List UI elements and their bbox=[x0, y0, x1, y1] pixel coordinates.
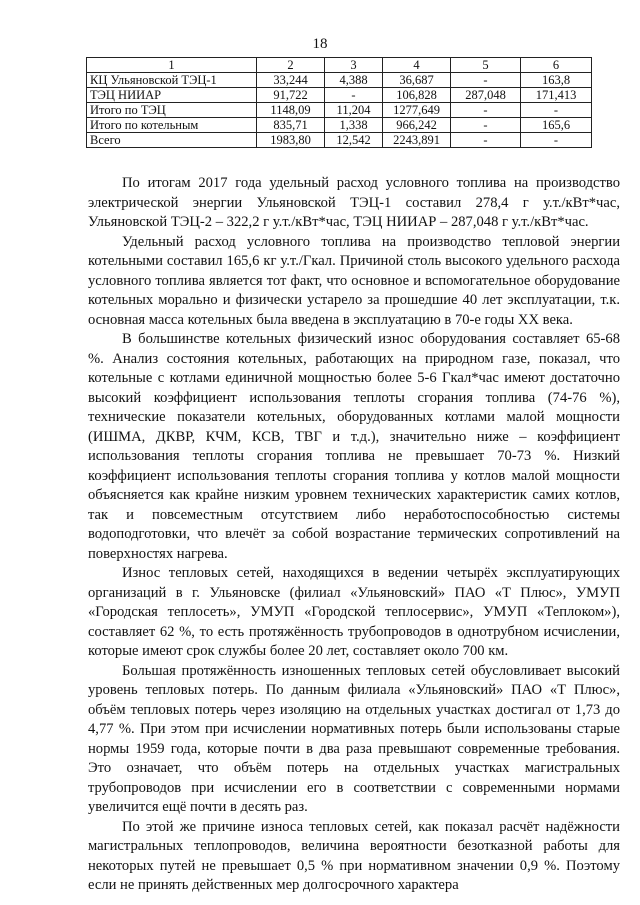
table-header-cell: 6 bbox=[521, 58, 592, 73]
table-header-cell: 2 bbox=[257, 58, 325, 73]
table-cell: 287,048 bbox=[451, 88, 521, 103]
table-row bbox=[87, 103, 592, 118]
table-cell: Итого по котельным bbox=[87, 118, 257, 133]
table-cell: - bbox=[521, 103, 592, 118]
paragraph: Износ тепловых сетей, находящихся в ведении четырёх эксплуатирующих организаций в г. Ульяновске (филиал «Ульяновский» ПАО «Т Плюс», УМУП «Городская теплосеть», УМУП «Городской теплосервис», УМУП «Теплоком»), составляет 62 %, то есть протяжённость трубопроводов в однотрубном исчислении, которые имеют срок службы более 20 лет, составляет около 700 км. bbox=[88, 565, 620, 659]
table-header-cell: 5 bbox=[451, 58, 521, 73]
table-cell: 171,413 bbox=[521, 88, 592, 103]
table-cell: Итого по ТЭЦ bbox=[87, 103, 257, 118]
table-cell: - bbox=[325, 88, 383, 103]
table-cell: 11,204 bbox=[325, 103, 383, 118]
table-cell: 163,8 bbox=[521, 73, 592, 88]
table-cell: - bbox=[451, 118, 521, 133]
table-cell: 966,242 bbox=[383, 118, 451, 133]
table-header-cell: 1 bbox=[87, 58, 257, 73]
fuel-consumption-table bbox=[86, 57, 592, 148]
table-cell: - bbox=[451, 103, 521, 118]
table-cell: 33,244 bbox=[257, 73, 325, 88]
page-number: 18 bbox=[312, 36, 328, 52]
table-row bbox=[87, 133, 592, 148]
table-cell: Всего bbox=[87, 133, 257, 148]
paragraph: В большинстве котельных физический износ оборудования составляет 65-68 %. Анализ состояния котельных, работающих на природном газе, показал, что котельные с котлами единичной мощностью более 5-6 Гкал*час имеют достаточно высокий коэффициент использования теплоты сгорания топлива (74-76 %), технические показатели котельных, оборудованных котлами малой мощности (ИШМА, ДКВР, КЧМ, КСВ, ТВГ и т.д.), значительно ниже – коэффициент использования теплоты сгорания топлива не превышает 70-73 %. Низкий коэффициент использования теплоты сгорания топлива у котлов малой мощности объясняется как крайне низким уровнем технических характеристик самих котлов, так и повсеместным отсутствием либо неработоспособностью системы водоподготовки, что влечёт за собой возрастание термических сопротивлений на поверхностях нагрева. bbox=[88, 331, 620, 562]
table-cell: - bbox=[451, 73, 521, 88]
table-cell: 106,828 bbox=[383, 88, 451, 103]
paragraph: Удельный расход условного топлива на производство тепловой энергии котельными составил 165,6 кг у.т./Гкал. Причиной столь высокого удельного расхода условного топлива является тот факт, что основное и вспомогательное оборудование котельных морально и физически устарело за прошедшие 40 лет эксплуатации, т.к. основная масса котельных была введена в эксплуатацию в 70-е годы XX века. bbox=[88, 233, 620, 328]
table-cell: 835,71 bbox=[257, 118, 325, 133]
paragraph: Большая протяжённость изношенных тепловых сетей обусловливает высокий уровень тепловых потерь. По данным филиала «Ульяновский» ПАО «Т Плюс», объём тепловых потерь через изоляцию на отдельных участках достигал от 1,73 до 4,77 %. При этом при исчислении нормативных потерь были использованы старые нормы 1959 года, которые почти в два раза превышают современные требования. Это означает, что объём потерь на отдельных участках магистральных трубопроводов при исчислении его в соответствии с современными нормами увеличится ещё почти в десять раз. bbox=[88, 662, 620, 815]
table-cell: 1148,09 bbox=[257, 103, 325, 118]
table-cell: 36,687 bbox=[383, 73, 451, 88]
table-cell: 1983,80 bbox=[257, 133, 325, 148]
table-cell: - bbox=[451, 133, 521, 148]
table-row bbox=[87, 118, 592, 133]
table-header-row bbox=[87, 58, 592, 73]
table-cell: 91,722 bbox=[257, 88, 325, 103]
table-cell: 1,338 bbox=[325, 118, 383, 133]
table-cell: 165,6 bbox=[521, 118, 592, 133]
table-cell: 1277,649 bbox=[383, 103, 451, 118]
table-header-cell: 3 bbox=[325, 58, 383, 73]
table-cell: ТЭЦ НИИАР bbox=[87, 88, 257, 103]
table-row bbox=[87, 88, 592, 103]
table-cell: 12,542 bbox=[325, 133, 383, 148]
paragraph: По итогам 2017 года удельный расход условного топлива на производство электрической энергии Ульяновской ТЭЦ-1 составил 278,4 г у.т./кВт*час, Ульяновской ТЭЦ-2 – 322,2 г у.т./кВт*час, ТЭЦ НИИАР – 287,048 г у.т./кВт*час. bbox=[88, 175, 620, 230]
table-cell: 4,388 bbox=[325, 73, 383, 88]
paragraph: По этой же причине износа тепловых сетей, как показал расчёт надёжности магистральных теплопроводов, величина вероятности безотказной работы для некоторых путей не превышает 0,5 % при нормативном значении 0,9 %. Поэтому если не принять действенных мер долгосрочного характера bbox=[88, 818, 620, 893]
table-cell: 2243,891 bbox=[383, 133, 451, 148]
table-cell: - bbox=[521, 133, 592, 148]
table-header-cell: 4 bbox=[383, 58, 451, 73]
table-row bbox=[87, 73, 592, 88]
body-text bbox=[88, 174, 620, 896]
table-cell: КЦ Ульяновской ТЭЦ-1 bbox=[87, 73, 257, 88]
